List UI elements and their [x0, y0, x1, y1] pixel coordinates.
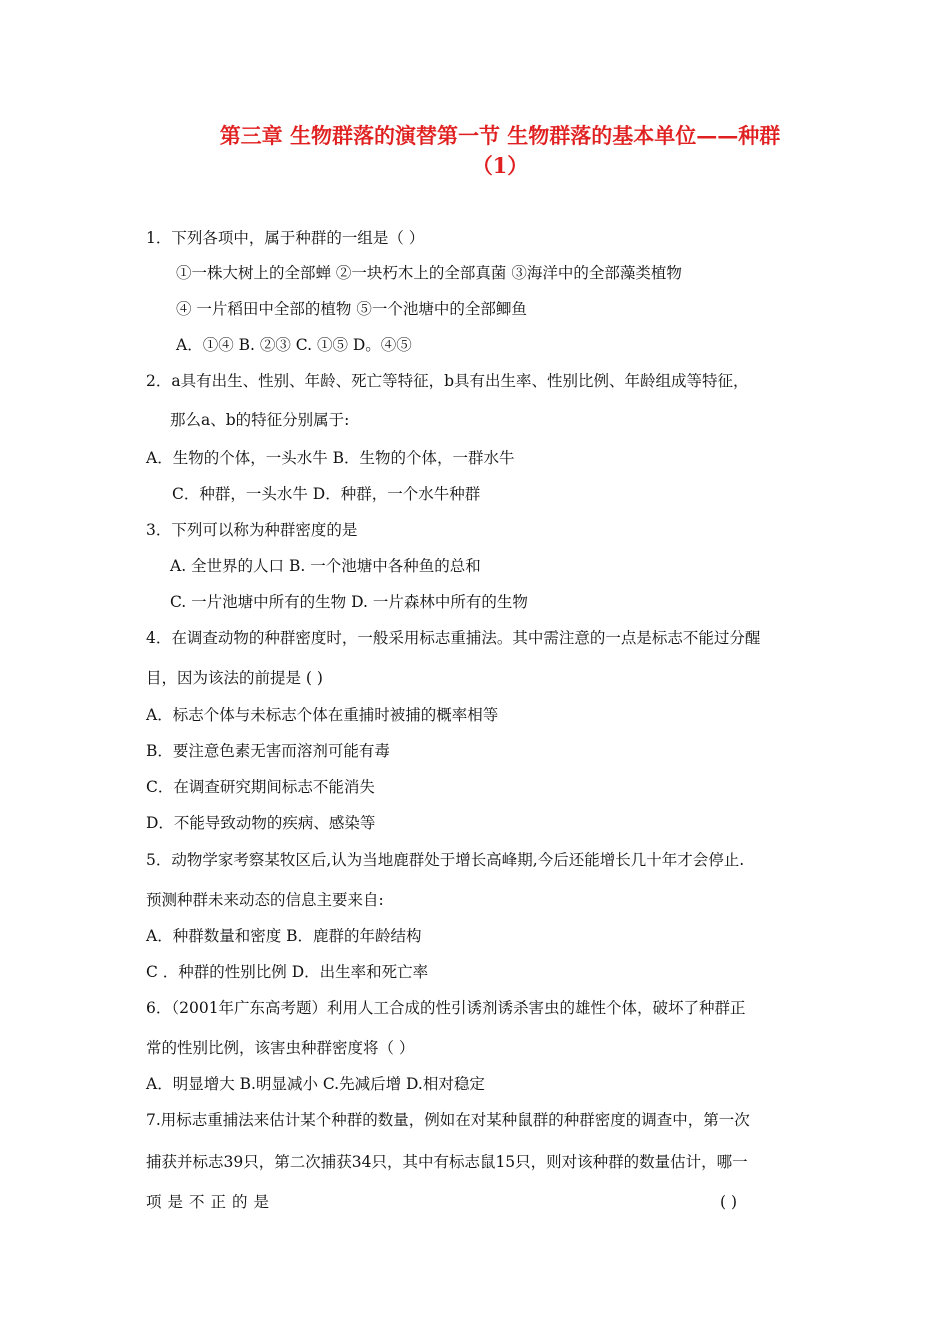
- question-6-options: A．明显增大 B.明显减小 C.先减后增 D.相对稳定: [146, 1075, 485, 1093]
- question-4-option-c: C．在调查研究期间标志不能消失: [146, 778, 375, 796]
- question-5-options-ab: A．种群数量和密度 B．鹿群的年龄结构: [146, 927, 422, 945]
- question-1-stem: 1．下列各项中，属于种群的一组是（ ）: [146, 229, 425, 247]
- question-7-stem: 7.用标志重捕法来估计某个种群的数量，例如在对某种鼠群的种群密度的调查中，第一次: [146, 1111, 750, 1129]
- question-2-options-cd: C．种群，一头水牛 D．种群，一个水牛种群: [172, 485, 481, 503]
- question-6-stem-cont: 常的性别比例，该害虫种群密度将（ ）: [146, 1039, 415, 1057]
- question-2-options-ab: A．生物的个体，一头水牛 B．生物的个体，一群水牛: [146, 449, 515, 467]
- question-7-stem-cont: 捕获并标志39只，第二次捕获34只，其中有标志鼠15只，则对该种群的数量估计，哪一: [146, 1153, 748, 1171]
- question-4-option-d: D．不能导致动物的疾病、感染等: [146, 814, 376, 832]
- question-7-answer-blank: ( ): [720, 1193, 738, 1211]
- question-4-stem-cont: 目，因为该法的前提是 ( ): [146, 669, 323, 687]
- question-5-options-cd: C ．种群的性别比例 D．出生率和死亡率: [146, 963, 429, 981]
- question-5-stem: 5．动物学家考察某牧区后,认为当地鹿群处于增长高峰期,今后还能增长几十年才会停止.: [146, 851, 745, 869]
- question-1-items-b: ④ 一片稻田中全部的植物 ⑤一个池塘中的全部鲫鱼: [176, 300, 527, 318]
- question-7-stem-end: 项是不正的是: [146, 1193, 276, 1211]
- question-3-stem: 3．下列可以称为种群密度的是: [146, 521, 358, 539]
- question-2-stem: 2．a具有出生、性别、年龄、死亡等特征，b具有出生率、性别比例、年龄组成等特征，: [146, 372, 749, 390]
- question-4-stem: 4．在调查动物的种群密度时，一般采用标志重捕法。其中需注意的一点是标志不能过分醒: [146, 629, 761, 647]
- question-1-options: A．①④ B. ②③ C. ①⑤ D。④⑤: [176, 336, 412, 354]
- title-line-2: （1）: [471, 153, 529, 178]
- question-4-option-a: A．标志个体与未标志个体在重捕时被捕的概率相等: [146, 706, 499, 724]
- title-line-1: 第三章 生物群落的演替第一节 生物群落的基本单位——种群: [219, 123, 781, 148]
- question-3-options-cd: C. 一片池塘中所有的生物 D. 一片森林中所有的生物: [170, 593, 528, 611]
- question-4-option-b: B．要注意色素无害而溶剂可能有毒: [146, 742, 390, 760]
- question-1-items-a: ①一株大树上的全部蝉 ②一块朽木上的全部真菌 ③海洋中的全部藻类植物: [176, 264, 682, 282]
- question-3-options-ab: A. 全世界的人口 B. 一个池塘中各种鱼的总和: [170, 557, 481, 575]
- question-6-stem: 6．（2001年广东高考题）利用人工合成的性引诱剂诱杀害虫的雄性个体，破坏了种群正: [146, 999, 746, 1017]
- question-2-stem-cont: 那么a、b的特征分别属于:: [170, 411, 350, 429]
- question-5-stem-cont: 预测种群未来动态的信息主要来自:: [146, 891, 384, 909]
